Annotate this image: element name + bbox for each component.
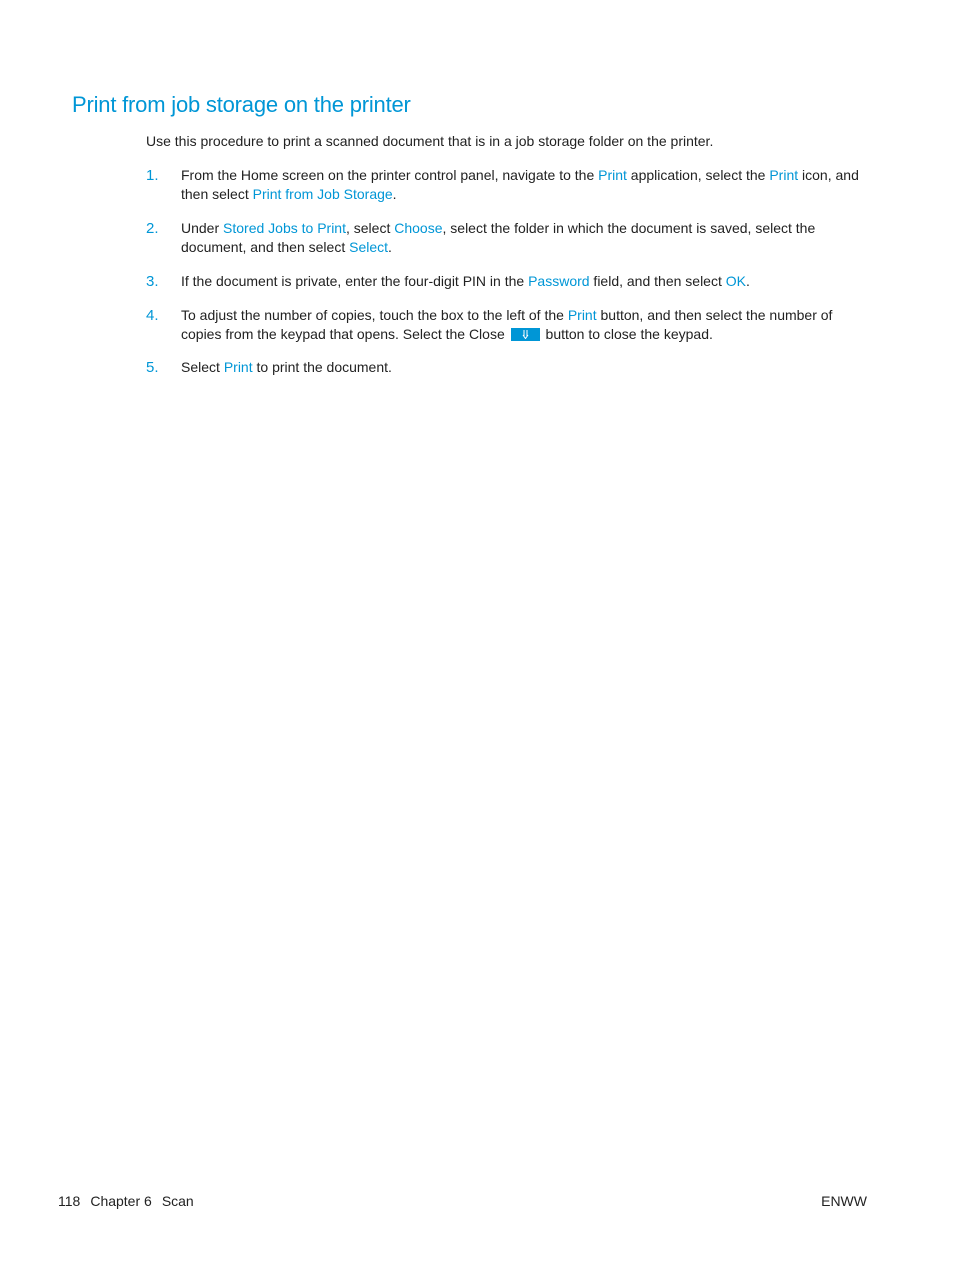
step-number: 5. bbox=[146, 359, 159, 376]
step-text: To adjust the number of copies, touch the box to the left of the Print button, and then select the number of copies from the keypad that opens. Select the Close button to close the keypad. bbox=[181, 307, 833, 342]
step-number: 1. bbox=[146, 167, 159, 184]
keyboard-close-icon bbox=[511, 328, 540, 341]
page-number: 118 bbox=[58, 1193, 81, 1209]
step-text: Select Print to print the document. bbox=[181, 359, 392, 375]
step-text: Under Stored Jobs to Print, select Choose, select the folder in which the document is saved, select the document, and then select Select. bbox=[181, 220, 816, 255]
footer-right: ENWW bbox=[821, 1193, 867, 1209]
ui-term-print-app: Print bbox=[598, 167, 627, 183]
step-text: From the Home screen on the printer control panel, navigate to the Print application, select the Print icon, and then select Print from Job Storage. bbox=[181, 167, 859, 202]
ui-term-print-button: Print bbox=[567, 307, 597, 323]
ui-term-choose: Choose bbox=[394, 220, 443, 236]
section-label: Scan bbox=[161, 1193, 194, 1209]
page-title: Print from job storage on the printer bbox=[72, 92, 411, 117]
footer-left bbox=[58, 1193, 204, 1209]
step-text: If the document is private, enter the four-digit PIN in the Password field, and then select OK. bbox=[181, 273, 750, 289]
chapter-label: Chapter 6 bbox=[90, 1193, 152, 1209]
step-number: 4. bbox=[146, 307, 159, 324]
ui-term-select: Select bbox=[349, 239, 389, 255]
intro-paragraph: Use this procedure to print a scanned document that is in a job storage folder on the printer. bbox=[146, 133, 714, 149]
ui-term-ok: OK bbox=[725, 273, 746, 289]
ui-term-print-icon: Print bbox=[769, 167, 799, 183]
ui-term-print-from-job-storage: Print from Job Storage bbox=[252, 186, 393, 202]
ui-term-print: Print bbox=[223, 359, 253, 375]
ui-term-password: Password bbox=[528, 273, 590, 289]
step-number: 3. bbox=[146, 273, 159, 290]
ui-term-stored-jobs: Stored Jobs to Print bbox=[223, 220, 346, 236]
step-number: 2. bbox=[146, 220, 159, 237]
